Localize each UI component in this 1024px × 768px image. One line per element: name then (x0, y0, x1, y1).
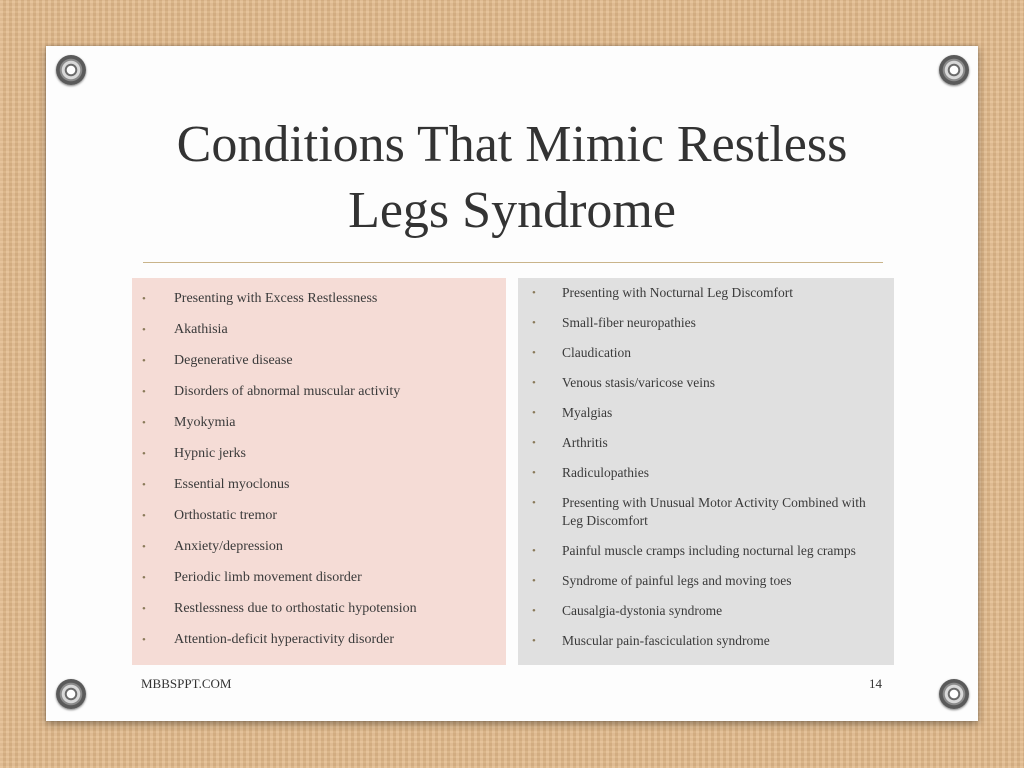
list-item-text: Presenting with Unusual Motor Activity Combined with Leg Discomfort (562, 495, 866, 528)
bullet-icon: • (142, 634, 146, 646)
bullet-icon: • (532, 545, 536, 557)
bullet-icon: • (142, 386, 146, 398)
list-item-text: Attention-deficit hyperactivity disorder (174, 632, 395, 647)
bullet-icon: • (532, 347, 536, 359)
bullet-icon: • (142, 541, 146, 553)
bullet-icon: • (142, 603, 146, 615)
list-item (132, 569, 506, 594)
screw-icon (56, 55, 86, 85)
list-item (132, 352, 506, 377)
list-item-text: Restlessness due to orthostatic hypotension (174, 601, 417, 616)
bullet-icon: • (532, 605, 536, 617)
title-divider (143, 262, 883, 263)
bullet-icon: • (532, 575, 536, 587)
list-item (132, 321, 506, 346)
page-number: 14 (869, 676, 882, 691)
list-item-text: Venous stasis/varicose veins (562, 375, 715, 390)
list-item-text: Arthritis (562, 435, 608, 450)
left-column-panel (132, 278, 506, 665)
list-item-text: Painful muscle cramps including nocturnal leg cramps (562, 543, 856, 558)
list-item (132, 445, 506, 470)
list-item-text: Periodic limb movement disorder (174, 570, 362, 585)
footer-source: MBBSPPT.COM (141, 676, 232, 691)
list-item (132, 476, 506, 501)
list-item-text: Presenting with Excess Restlessness (174, 291, 378, 306)
bullet-icon: • (532, 287, 536, 299)
list-item-text: Radiculopathies (562, 465, 649, 480)
list-item (518, 314, 894, 332)
list-item (132, 600, 506, 625)
list-item (518, 434, 894, 452)
list-item-text: Muscular pain-fasciculation syndrome (562, 633, 770, 648)
list-item-text: Myokymia (174, 415, 236, 430)
list-item (132, 631, 506, 656)
bullet-icon: • (532, 377, 536, 389)
bullet-icon: • (142, 355, 146, 367)
list-item-text: Anxiety/depression (174, 539, 283, 554)
list-item (518, 632, 894, 650)
screw-icon (56, 679, 86, 709)
bullet-icon: • (142, 479, 146, 491)
list-item (518, 284, 894, 302)
bullet-icon: • (142, 417, 146, 429)
list-item-text: Hypnic jerks (174, 446, 246, 461)
list-item (132, 383, 506, 408)
list-item (132, 538, 506, 563)
right-column-panel (518, 278, 894, 665)
screw-icon (939, 55, 969, 85)
bullet-icon: • (142, 510, 146, 522)
list-item (518, 572, 894, 590)
list-item-text: Presenting with Nocturnal Leg Discomfort (562, 285, 793, 300)
title-line-1: Conditions That Mimic Restless (176, 116, 848, 173)
list-item-text: Orthostatic tremor (174, 508, 278, 523)
list-item (518, 464, 894, 482)
bullet-icon: • (142, 324, 146, 336)
bullet-icon: • (532, 317, 536, 329)
bullet-icon: • (142, 293, 146, 305)
screw-icon (939, 679, 969, 709)
left-bullet-list (132, 278, 506, 656)
bullet-icon: • (532, 635, 536, 647)
list-item-text: Causalgia-dystonia syndrome (562, 603, 723, 618)
list-item-text: Claudication (562, 345, 631, 360)
list-item (518, 602, 894, 620)
bullet-icon: • (532, 467, 536, 479)
list-item (132, 507, 506, 532)
list-item (518, 344, 894, 362)
bullet-icon: • (532, 497, 536, 509)
list-item (518, 404, 894, 422)
list-item-text: Syndrome of painful legs and moving toes (562, 573, 792, 588)
title-line-2: Legs Syndrome (348, 182, 676, 239)
list-item-text: Myalgias (562, 405, 613, 420)
list-item-text: Degenerative disease (174, 353, 293, 368)
list-item (132, 414, 506, 439)
slide-title (0, 112, 1024, 244)
list-item (132, 290, 506, 315)
list-item-text: Disorders of abnormal muscular activity (174, 384, 401, 399)
bullet-icon: • (532, 437, 536, 449)
list-item-text: Essential myoclonus (174, 477, 290, 492)
right-bullet-list (518, 278, 894, 650)
bullet-icon: • (532, 407, 536, 419)
bullet-icon: • (142, 448, 146, 460)
list-item-text: Small-fiber neuropathies (562, 315, 696, 330)
list-item (518, 542, 894, 560)
list-item (518, 494, 894, 530)
list-item-text: Akathisia (174, 322, 228, 337)
bullet-icon: • (142, 572, 146, 584)
list-item (518, 374, 894, 392)
